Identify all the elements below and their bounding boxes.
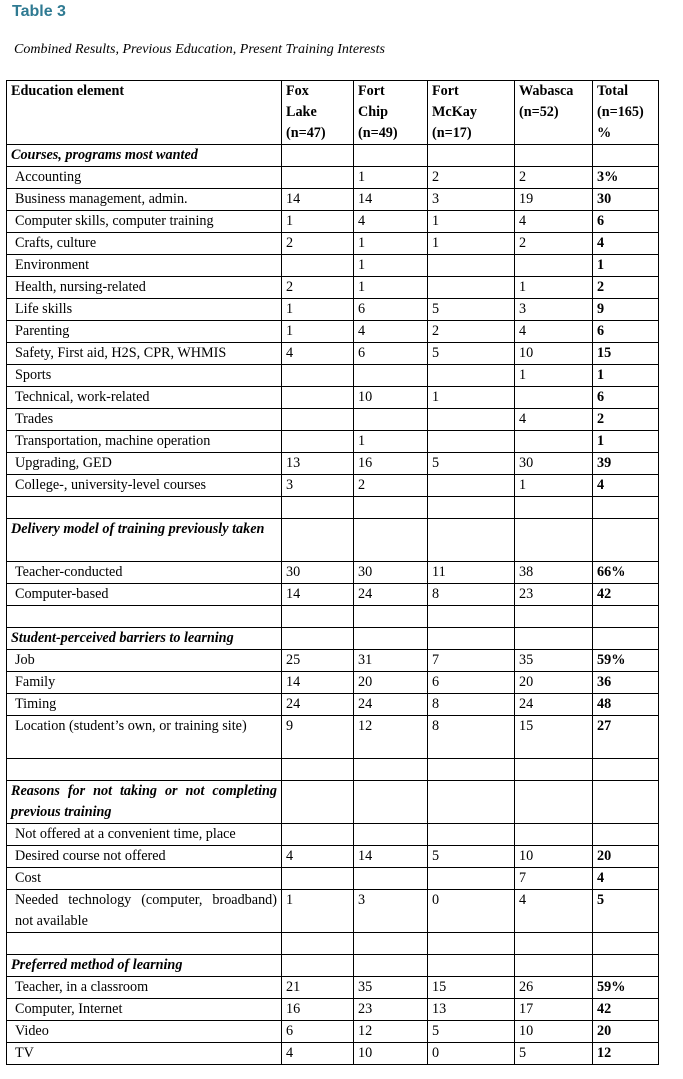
cell-mckay — [428, 475, 515, 497]
table-row — [7, 211, 659, 233]
cell-total: 6 — [593, 387, 659, 409]
cell-chip: 14 — [354, 846, 428, 868]
cell-wabasca: 20 — [515, 672, 593, 694]
cell-chip: 1 — [354, 277, 428, 299]
cell-wabasca: 10 — [515, 343, 593, 365]
empty-cell — [282, 497, 354, 519]
empty-cell — [7, 606, 282, 628]
empty-cell — [428, 606, 515, 628]
table-row — [7, 562, 659, 584]
cell-mckay — [428, 824, 515, 846]
cell-fox — [282, 167, 354, 189]
spacer-row — [7, 497, 659, 519]
cell-fox: 1 — [282, 321, 354, 343]
cell-mckay: 7 — [428, 650, 515, 672]
cell-fox — [282, 255, 354, 277]
cell-fox: 4 — [282, 1043, 354, 1065]
header-fox-lake: Fox Lake (n=47) — [282, 81, 354, 145]
row-label: Technical, work-related — [7, 387, 282, 409]
table-label: Table 3 — [12, 3, 66, 20]
empty-cell — [7, 759, 282, 781]
cell-total: 15 — [593, 343, 659, 365]
empty-cell — [593, 519, 659, 562]
cell-wabasca — [515, 824, 593, 846]
empty-cell — [593, 606, 659, 628]
empty-cell — [515, 759, 593, 781]
cell-mckay: 2 — [428, 321, 515, 343]
spacer-row — [7, 606, 659, 628]
table-row — [7, 672, 659, 694]
header-total: Total (n=165) % — [593, 81, 659, 145]
section-title: Student-perceived barriers to learning — [7, 628, 282, 650]
cell-total: 30 — [593, 189, 659, 211]
cell-total: 12 — [593, 1043, 659, 1065]
cell-fox: 3 — [282, 475, 354, 497]
cell-wabasca — [515, 431, 593, 453]
row-label: Transportation, machine operation — [7, 431, 282, 453]
empty-cell — [593, 497, 659, 519]
cell-chip — [354, 409, 428, 431]
cell-total: 20 — [593, 846, 659, 868]
table-row — [7, 475, 659, 497]
header-education-element: Education element — [7, 81, 282, 145]
empty-cell — [515, 933, 593, 955]
table-row — [7, 343, 659, 365]
empty-cell — [354, 606, 428, 628]
table-row — [7, 365, 659, 387]
section-title: Delivery model of training previously taken — [7, 519, 282, 562]
cell-total: 3% — [593, 167, 659, 189]
cell-fox: 6 — [282, 1021, 354, 1043]
table-row — [7, 868, 659, 890]
cell-chip: 4 — [354, 211, 428, 233]
cell-total: 4 — [593, 868, 659, 890]
cell-chip: 10 — [354, 1043, 428, 1065]
row-label: Parenting — [7, 321, 282, 343]
empty-cell — [593, 955, 659, 977]
empty-cell — [354, 145, 428, 167]
cell-mckay: 5 — [428, 1021, 515, 1043]
cell-fox: 14 — [282, 672, 354, 694]
cell-chip: 10 — [354, 387, 428, 409]
empty-cell — [515, 628, 593, 650]
table-row — [7, 694, 659, 716]
cell-fox — [282, 868, 354, 890]
cell-wabasca: 10 — [515, 846, 593, 868]
cell-total: 48 — [593, 694, 659, 716]
cell-fox: 1 — [282, 211, 354, 233]
cell-fox: 1 — [282, 299, 354, 321]
empty-cell — [354, 933, 428, 955]
cell-wabasca: 4 — [515, 890, 593, 933]
empty-cell — [428, 628, 515, 650]
cell-chip: 31 — [354, 650, 428, 672]
empty-cell — [7, 497, 282, 519]
empty-cell — [593, 759, 659, 781]
cell-chip: 1 — [354, 255, 428, 277]
cell-fox: 2 — [282, 277, 354, 299]
cell-chip: 24 — [354, 584, 428, 606]
cell-wabasca: 4 — [515, 211, 593, 233]
cell-mckay — [428, 255, 515, 277]
cell-chip — [354, 365, 428, 387]
cell-mckay: 8 — [428, 716, 515, 759]
cell-total: 59% — [593, 977, 659, 999]
cell-mckay — [428, 409, 515, 431]
cell-fox — [282, 387, 354, 409]
cell-chip — [354, 868, 428, 890]
row-label: Upgrading, GED — [7, 453, 282, 475]
row-label: Sports — [7, 365, 282, 387]
empty-cell — [593, 145, 659, 167]
empty-cell — [282, 628, 354, 650]
empty-cell — [515, 145, 593, 167]
row-label: Computer, Internet — [7, 999, 282, 1021]
row-label: Needed technology (computer, broadband) not available — [7, 890, 282, 933]
row-label: Cost — [7, 868, 282, 890]
cell-wabasca: 4 — [515, 321, 593, 343]
table-row — [7, 1021, 659, 1043]
cell-wabasca: 30 — [515, 453, 593, 475]
empty-cell — [354, 628, 428, 650]
cell-total: 1 — [593, 255, 659, 277]
cell-mckay: 0 — [428, 890, 515, 933]
empty-cell — [7, 933, 282, 955]
cell-chip: 1 — [354, 233, 428, 255]
table-row — [7, 189, 659, 211]
section-header-row — [7, 781, 659, 824]
cell-chip: 35 — [354, 977, 428, 999]
row-label: Timing — [7, 694, 282, 716]
empty-cell — [428, 519, 515, 562]
table-row — [7, 977, 659, 999]
row-label: Teacher-conducted — [7, 562, 282, 584]
cell-chip: 23 — [354, 999, 428, 1021]
section-header-row — [7, 145, 659, 167]
cell-total: 6 — [593, 321, 659, 343]
cell-wabasca — [515, 255, 593, 277]
cell-wabasca: 17 — [515, 999, 593, 1021]
table-row — [7, 1043, 659, 1065]
cell-wabasca: 2 — [515, 233, 593, 255]
header-wabasca: Wabasca (n=52) — [515, 81, 593, 145]
cell-wabasca — [515, 387, 593, 409]
row-label: Teacher, in a classroom — [7, 977, 282, 999]
cell-fox: 14 — [282, 189, 354, 211]
cell-mckay: 1 — [428, 211, 515, 233]
section-title: Preferred method of learning — [7, 955, 282, 977]
table-row — [7, 431, 659, 453]
cell-mckay: 5 — [428, 453, 515, 475]
cell-wabasca: 7 — [515, 868, 593, 890]
cell-chip — [354, 824, 428, 846]
table-row — [7, 321, 659, 343]
cell-fox: 24 — [282, 694, 354, 716]
cell-fox: 14 — [282, 584, 354, 606]
empty-cell — [282, 759, 354, 781]
cell-chip: 16 — [354, 453, 428, 475]
cell-mckay: 11 — [428, 562, 515, 584]
row-label: Location (student’s own, or training site) — [7, 716, 282, 759]
table-row — [7, 999, 659, 1021]
empty-cell — [515, 955, 593, 977]
cell-total: 2 — [593, 277, 659, 299]
cell-fox: 4 — [282, 343, 354, 365]
empty-cell — [282, 145, 354, 167]
cell-wabasca: 10 — [515, 1021, 593, 1043]
cell-chip: 30 — [354, 562, 428, 584]
empty-cell — [354, 781, 428, 824]
row-label: Job — [7, 650, 282, 672]
cell-total: 27 — [593, 716, 659, 759]
empty-cell — [282, 519, 354, 562]
empty-cell — [282, 955, 354, 977]
cell-total — [593, 824, 659, 846]
row-label: Crafts, culture — [7, 233, 282, 255]
table-row — [7, 824, 659, 846]
cell-mckay: 6 — [428, 672, 515, 694]
cell-fox: 25 — [282, 650, 354, 672]
cell-chip: 12 — [354, 716, 428, 759]
cell-wabasca: 24 — [515, 694, 593, 716]
cell-total: 1 — [593, 431, 659, 453]
cell-wabasca: 23 — [515, 584, 593, 606]
empty-cell — [593, 628, 659, 650]
row-label: Computer skills, computer training — [7, 211, 282, 233]
table-row — [7, 387, 659, 409]
empty-cell — [428, 781, 515, 824]
section-header-row — [7, 519, 659, 562]
cell-chip: 6 — [354, 343, 428, 365]
cell-total: 6 — [593, 211, 659, 233]
section-title: Reasons for not taking or not completing previous training — [7, 781, 282, 824]
row-label: Video — [7, 1021, 282, 1043]
cell-chip: 3 — [354, 890, 428, 933]
row-label: Environment — [7, 255, 282, 277]
cell-total: 1 — [593, 365, 659, 387]
empty-cell — [515, 519, 593, 562]
cell-total: 4 — [593, 475, 659, 497]
cell-wabasca: 2 — [515, 167, 593, 189]
cell-total: 42 — [593, 999, 659, 1021]
row-label: Accounting — [7, 167, 282, 189]
row-label: Life skills — [7, 299, 282, 321]
table-row — [7, 233, 659, 255]
table-row — [7, 716, 659, 759]
header-fort-mckay: Fort McKay (n=17) — [428, 81, 515, 145]
cell-mckay: 5 — [428, 343, 515, 365]
cell-mckay: 15 — [428, 977, 515, 999]
row-label: TV — [7, 1043, 282, 1065]
cell-wabasca: 35 — [515, 650, 593, 672]
cell-mckay — [428, 431, 515, 453]
cell-wabasca: 3 — [515, 299, 593, 321]
empty-cell — [282, 606, 354, 628]
cell-mckay: 5 — [428, 846, 515, 868]
cell-fox: 1 — [282, 890, 354, 933]
cell-mckay: 3 — [428, 189, 515, 211]
section-header-row — [7, 955, 659, 977]
cell-wabasca: 26 — [515, 977, 593, 999]
row-label: College-, university-level courses — [7, 475, 282, 497]
cell-wabasca: 38 — [515, 562, 593, 584]
empty-cell — [354, 497, 428, 519]
cell-total: 4 — [593, 233, 659, 255]
row-label: Desired course not offered — [7, 846, 282, 868]
table-row — [7, 299, 659, 321]
table-caption: Combined Results, Previous Education, Present Training Interests — [14, 42, 385, 57]
empty-cell — [593, 781, 659, 824]
cell-mckay: 8 — [428, 584, 515, 606]
cell-wabasca: 1 — [515, 475, 593, 497]
empty-cell — [282, 781, 354, 824]
cell-fox: 21 — [282, 977, 354, 999]
empty-cell — [515, 781, 593, 824]
row-label: Not offered at a convenient time, place — [7, 824, 282, 846]
table-row — [7, 890, 659, 933]
cell-mckay: 1 — [428, 233, 515, 255]
spacer-row — [7, 759, 659, 781]
empty-cell — [515, 606, 593, 628]
empty-cell — [354, 759, 428, 781]
cell-chip: 14 — [354, 189, 428, 211]
row-label: Business management, admin. — [7, 189, 282, 211]
header-row — [7, 81, 659, 145]
empty-cell — [593, 933, 659, 955]
row-label: Health, nursing-related — [7, 277, 282, 299]
row-label: Trades — [7, 409, 282, 431]
cell-total: 66% — [593, 562, 659, 584]
cell-wabasca: 15 — [515, 716, 593, 759]
results-table — [6, 80, 659, 1065]
empty-cell — [354, 955, 428, 977]
cell-wabasca: 5 — [515, 1043, 593, 1065]
cell-chip: 24 — [354, 694, 428, 716]
cell-chip: 1 — [354, 167, 428, 189]
table-row — [7, 650, 659, 672]
cell-wabasca: 1 — [515, 277, 593, 299]
cell-fox — [282, 824, 354, 846]
table-row — [7, 255, 659, 277]
cell-chip: 2 — [354, 475, 428, 497]
empty-cell — [428, 955, 515, 977]
section-title: Courses, programs most wanted — [7, 145, 282, 167]
table-row — [7, 453, 659, 475]
table-row — [7, 584, 659, 606]
cell-chip: 1 — [354, 431, 428, 453]
cell-mckay — [428, 277, 515, 299]
cell-fox — [282, 409, 354, 431]
cell-mckay: 1 — [428, 387, 515, 409]
section-header-row — [7, 628, 659, 650]
cell-total: 39 — [593, 453, 659, 475]
table-row — [7, 409, 659, 431]
empty-cell — [428, 759, 515, 781]
table-row — [7, 277, 659, 299]
cell-wabasca: 19 — [515, 189, 593, 211]
cell-fox: 4 — [282, 846, 354, 868]
empty-cell — [515, 497, 593, 519]
cell-fox: 30 — [282, 562, 354, 584]
row-label: Computer-based — [7, 584, 282, 606]
cell-chip: 12 — [354, 1021, 428, 1043]
cell-mckay: 8 — [428, 694, 515, 716]
header-fort-chip: Fort Chip (n=49) — [354, 81, 428, 145]
cell-chip: 6 — [354, 299, 428, 321]
cell-mckay: 5 — [428, 299, 515, 321]
row-label: Safety, First aid, H2S, CPR, WHMIS — [7, 343, 282, 365]
cell-mckay: 13 — [428, 999, 515, 1021]
cell-fox: 2 — [282, 233, 354, 255]
table-row — [7, 167, 659, 189]
empty-cell — [428, 145, 515, 167]
cell-chip: 20 — [354, 672, 428, 694]
cell-wabasca: 4 — [515, 409, 593, 431]
cell-total: 5 — [593, 890, 659, 933]
cell-total: 59% — [593, 650, 659, 672]
cell-total: 9 — [593, 299, 659, 321]
cell-chip: 4 — [354, 321, 428, 343]
cell-mckay — [428, 365, 515, 387]
cell-mckay — [428, 868, 515, 890]
cell-fox: 13 — [282, 453, 354, 475]
cell-wabasca: 1 — [515, 365, 593, 387]
empty-cell — [354, 519, 428, 562]
empty-cell — [428, 497, 515, 519]
cell-total: 20 — [593, 1021, 659, 1043]
cell-mckay: 0 — [428, 1043, 515, 1065]
cell-fox — [282, 365, 354, 387]
empty-cell — [428, 933, 515, 955]
cell-total: 36 — [593, 672, 659, 694]
table-row — [7, 846, 659, 868]
cell-fox: 9 — [282, 716, 354, 759]
cell-mckay: 2 — [428, 167, 515, 189]
cell-fox — [282, 431, 354, 453]
row-label: Family — [7, 672, 282, 694]
cell-total: 2 — [593, 409, 659, 431]
empty-cell — [282, 933, 354, 955]
spacer-row — [7, 933, 659, 955]
cell-total: 42 — [593, 584, 659, 606]
cell-fox: 16 — [282, 999, 354, 1021]
results-table-body — [7, 81, 659, 1065]
